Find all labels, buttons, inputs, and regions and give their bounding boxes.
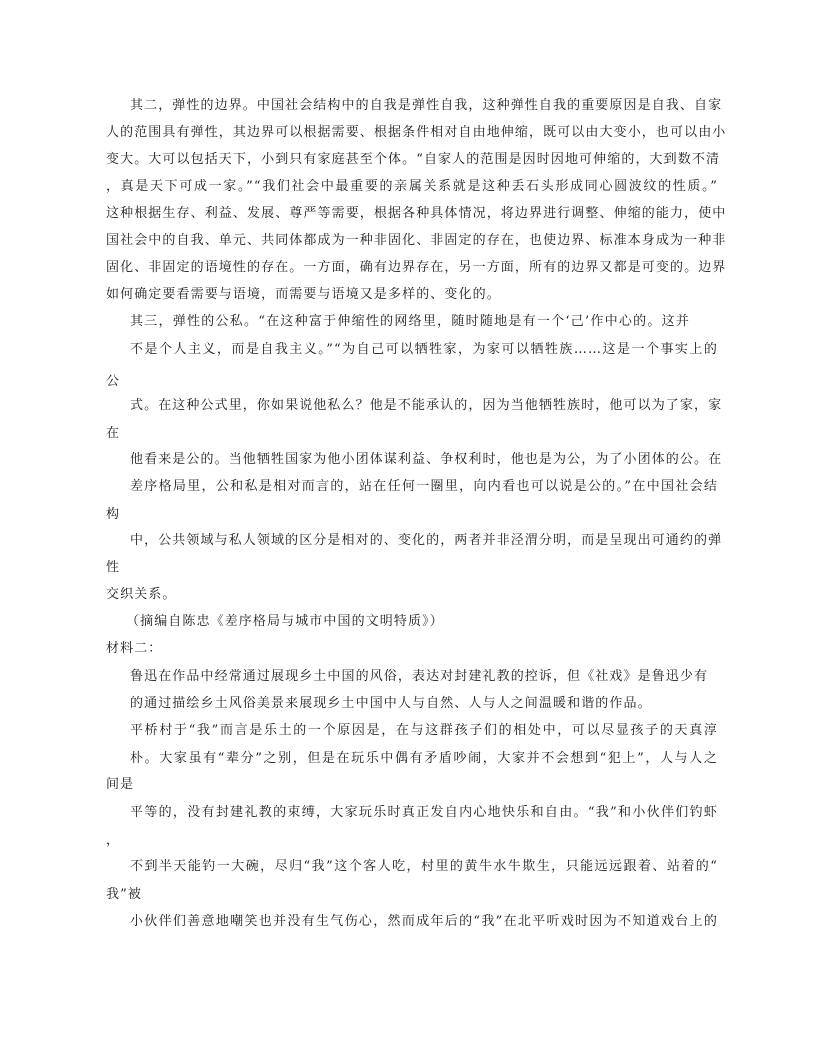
text-line: 不到半天能钓一大碗，尽归“我”这个客人吃，村里的黄牛水牛欺生，只能远远跟着、站着的“ bbox=[130, 859, 718, 874]
text-line: ， bbox=[106, 833, 121, 848]
text-line: 小伙伴们善意地嘲笑也并没有生气伤心，然而成年后的“我”在北平听戏时因为不知道戏台上的 bbox=[130, 914, 718, 929]
text-line: 在 bbox=[106, 426, 121, 441]
text-line: 如何确定要看需要与语境，而需要与语境又是多样的、变化的。 bbox=[106, 287, 501, 302]
text-line: 变大。大可以包括天下，小到只有家庭甚至个体。“自家人的范围是因时因地可伸缩的，大到数不清 bbox=[106, 152, 721, 167]
text-line: 他看来是公的。当他牺牲国家为他小团体谋利益、争权利时，他也是为公，为了小团体的公。在 bbox=[130, 452, 723, 467]
text-line: 公 bbox=[106, 374, 121, 389]
text-line: 的通过描绘乡土风俗美景来展现乡土中国中人与自然、人与人之间温暖和谐的作品。 bbox=[130, 696, 652, 711]
text-line: 其三，弹性的公私。“在这种富于伸缩性的网络里，随时随地是有一个‘己’作中心的。这并 bbox=[130, 314, 690, 329]
text-line: 差序格局里，公和私是相对而言的，站在任何一圈里，向内看也可以说是公的。”在中国社会结 bbox=[130, 479, 718, 494]
text-line: 朴。大家虽有“辈分”之别，但是在玩乐中偶有矛盾吵闹，大家并不会想到“犯上”，人与人之 bbox=[130, 751, 718, 766]
text-line: 我”被 bbox=[106, 887, 142, 902]
text-line: 平等的，没有封建礼教的束缚，大家玩乐时真正发自内心地快乐和自由。“我”和小伙伴们钓虾 bbox=[130, 805, 718, 820]
section-heading: 材料二： bbox=[106, 641, 163, 656]
text-line: ，真是天下可成一家。”“我们社会中最重要的亲属关系就是这种丢石头形成同心圆波纹的性质。” bbox=[106, 179, 718, 194]
text-line: 鲁迅在作品中经常通过展现乡土中国的风俗，表达对封建礼教的控诉，但《社戏》是鲁迅少有 bbox=[130, 669, 709, 684]
text-line: 交织关系。 bbox=[106, 587, 177, 602]
text-line: 间是 bbox=[106, 777, 135, 792]
text-line: 不是个人主义，而是自我主义。”“为自己可以牺牲家，为家可以牺牲族……这是一个事实上的 bbox=[130, 342, 718, 357]
text-line: 平桥村于“我”而言是乐土的一个原因是，在与这群孩子们的相处中，可以尽显孩子的天真淳 bbox=[130, 723, 718, 738]
citation: （摘编自陈忠《差序格局与城市中国的文明特质》） bbox=[126, 614, 444, 629]
text-line: 中，公共领域与私人领域的区分是相对的、变化的，两者并非泾渭分明，而是呈现出可通约的弹 bbox=[130, 533, 723, 548]
text-line: 性 bbox=[106, 560, 121, 575]
text-line: 固化、非固定的语境性的存在。一方面，确有边界存在，另一方面，所有的边界又都是可变的。边界 bbox=[106, 260, 727, 275]
text-line: 其二，弹性的边界。中国社会结构中的自我是弹性自我，这种弹性自我的重要原因是自我、自家 bbox=[130, 98, 723, 113]
text-line: 式。在这种公式里，你如果说他私么？他是不能承认的，因为当他牺牲族时，他可以为了家，家 bbox=[130, 398, 723, 413]
text-line: 构 bbox=[106, 507, 121, 522]
text-line: 这种根据生存、利益、发展、尊严等需要，根据各种具体情况，将边界进行调整、伸缩的能力，使中 bbox=[106, 206, 727, 221]
text-line: 国社会中的自我、单元、共同体都成为一种非固化、非固定的存在，也使边界、标准本身成为一种非 bbox=[106, 233, 727, 248]
text-line: 人的范围具有弹性，其边界可以根据需要、根据条件相对自由地伸缩，既可以由大变小，也可以由小 bbox=[106, 125, 727, 140]
